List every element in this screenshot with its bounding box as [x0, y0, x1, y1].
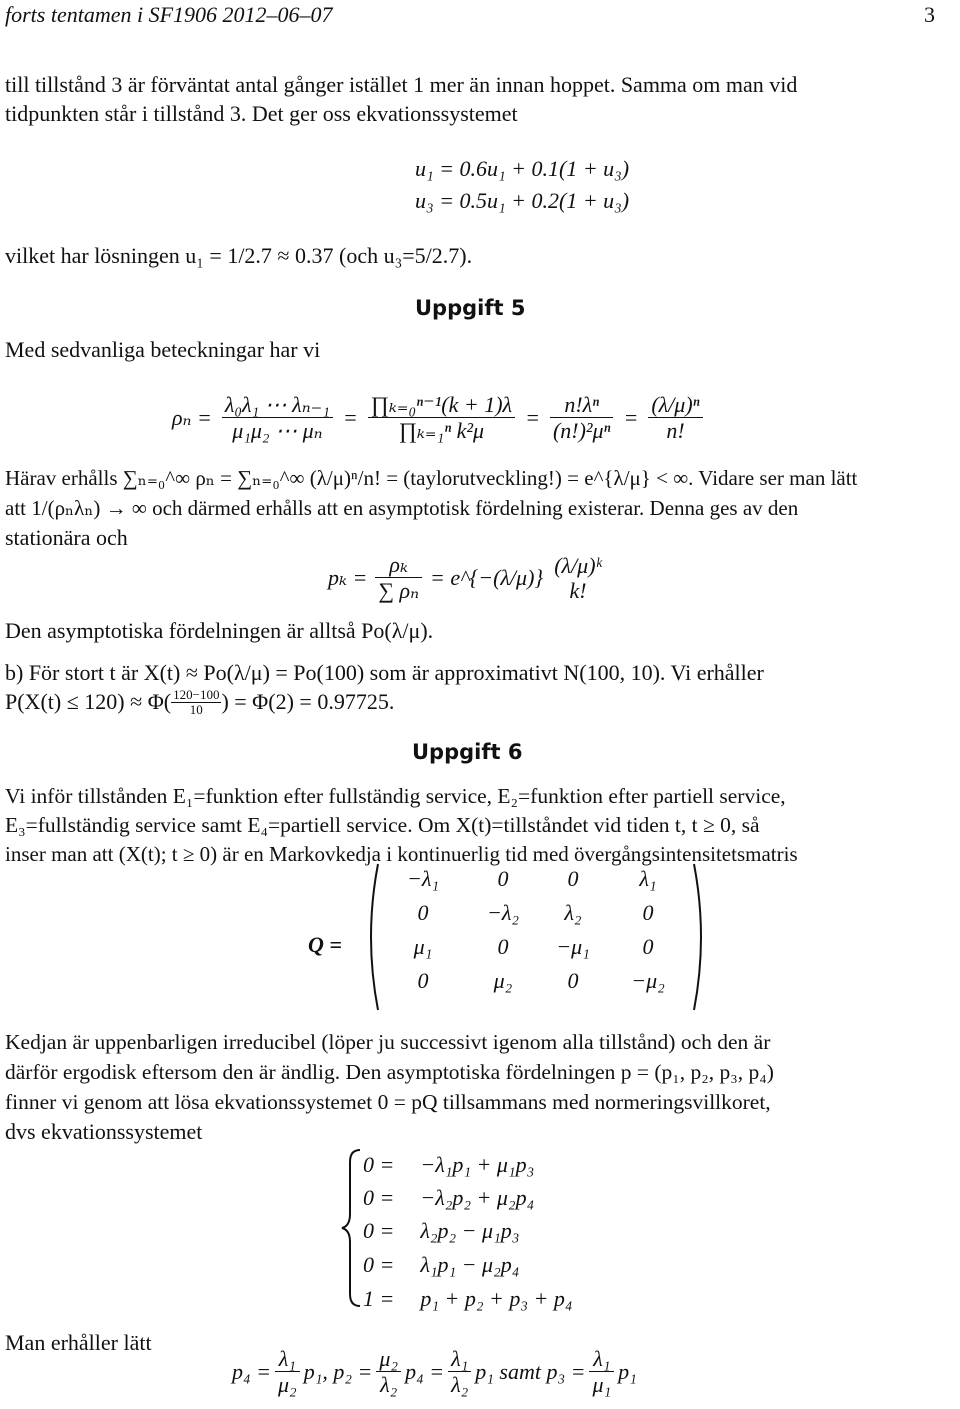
eq-rhs: λ₁p₁ − μ₂p₄ [420, 1252, 520, 1277]
eq-rhs: −λ₂p₂ + μ₂p₄ [420, 1185, 535, 1210]
text-run: p₁ samt p₃ = [475, 1359, 586, 1385]
section-heading: Uppgift 6 [412, 740, 523, 764]
numerator: (λ/μ)ⁿ [648, 392, 702, 418]
equation-row [363, 1152, 534, 1177]
paragraph-line: därför ergodisk eftersom den är ändlig. Den asymptotiska fördelningen p = (p₁, p₂, p₃, p₄) [5, 1060, 774, 1084]
left-brace-icon [340, 1148, 364, 1308]
denominator: μ₁μ₂ ⋯ μₙ [232, 418, 323, 444]
fraction [448, 1346, 471, 1398]
matrix-cell: μ₁ [413, 934, 433, 959]
matrix-cell: 0 [497, 866, 509, 891]
equals-sign: = [342, 405, 358, 431]
paragraph-line [5, 688, 394, 716]
text-run: P(X(t) ≤ 120) ≈ Φ( [5, 689, 172, 715]
matrix-cell: −λ₁ [406, 866, 440, 891]
rho-lhs: ρₙ = [172, 405, 212, 431]
numerator: λ₁ [275, 1346, 300, 1372]
eq-lhs: 0 = [363, 1185, 395, 1210]
paragraph-line: Härav erhålls ∑ₙ₌₀^∞ ρₙ = ∑ₙ₌₀^∞ (λ/μ)ⁿ/n! = (taylorutveckling!) = e^{λ/μ} < ∞. Vidare ser man lätt [5, 466, 858, 490]
paragraph-line: till tillstånd 3 är förväntat antal gånger istället 1 mer än innan hoppet. Samma om man vid [5, 72, 798, 97]
final-equation [232, 1346, 637, 1398]
pk-equation [328, 552, 605, 604]
fraction [551, 553, 605, 604]
paragraph-line: dvs ekvationssystemet [5, 1119, 203, 1144]
eq-rhs: p₁ + p₂ + p₃ + p₄ [420, 1286, 573, 1311]
paragraph-line: Vi inför tillstånden E₁=funktion efter fullständig service, E₂=funktion efter partiell service, [5, 784, 786, 808]
matrix-cell: 0 [417, 968, 429, 993]
running-header: forts tentamen i SF1906 2012–06–07 [5, 2, 333, 27]
text-run: ) = Φ(2) = 0.97725. [221, 689, 395, 715]
denominator: n! [666, 418, 685, 444]
solution-line: vilket har lösningen u₁ = 1/2.7 ≈ 0.37 (och u₃=5/2.7). [5, 243, 473, 268]
matrix-cell: 0 [642, 900, 654, 925]
equation-row: u₃ = 0.5u₁ + 0.2(1 + u₃) [415, 188, 630, 213]
equation-row: u₁ = 0.6u₁ + 0.1(1 + u₃) [415, 156, 630, 181]
denominator: λ₂ [451, 1372, 469, 1398]
matrix-cell: −μ₁ [556, 934, 590, 959]
paragraph-line: Man erhåller lätt [5, 1330, 152, 1355]
equals-sign: = [525, 405, 540, 431]
paragraph-line: E₃=fullständig service samt E₄=partiell service. Om X(t)=tillståndet vid tiden t, t ≥ 0, så [5, 813, 760, 837]
paragraph-line: tidpunkten står i tillstånd 3. Det ger oss ekvationssystemet [5, 101, 518, 126]
paragraph-line: inser man att (X(t); t ≥ 0) är en Markovkedja i kontinuerlig tid med övergångsintensitetsmatris [5, 842, 798, 866]
matrix-cell: 0 [417, 900, 429, 925]
denominator: μ₂ [278, 1372, 297, 1398]
matrix-cell: 0 [567, 866, 579, 891]
text-run: p₁ [618, 1359, 637, 1385]
page-number: 3 [924, 2, 935, 27]
matrix-cell: 0 [567, 968, 579, 993]
paragraph-line: Kedjan är uppenbarligen irreducibel (löper ju successivt igenom alla tillstånd) och den är [5, 1030, 771, 1054]
section-heading: Uppgift 5 [415, 296, 526, 320]
numerator: ∏ₖ₌₀ⁿ⁻¹(k + 1)λ [368, 392, 515, 418]
rho-equation [172, 392, 703, 444]
matrix-cell: 0 [642, 934, 654, 959]
text-run: p₄ = [232, 1359, 271, 1385]
denominator: (n!)²μⁿ [552, 418, 611, 444]
denominator: λ₂ [380, 1372, 398, 1398]
denominator: ∑ ρₙ [378, 578, 420, 604]
fraction [648, 392, 702, 444]
numerator: λ₁ [448, 1346, 471, 1372]
numerator: λ₀λ₁ ⋯ λₙ₋₁ [222, 392, 333, 418]
paragraph-line: finner vi genom att lösa ekvationssystemet 0 = pQ tillsammans med normeringsvillkoret, [5, 1090, 771, 1114]
eq-rhs: λ₂p₂ − μ₁p₃ [420, 1218, 520, 1243]
eq-lhs: 0 = [363, 1252, 395, 1277]
equation-row [363, 1286, 573, 1311]
paragraph-line: stationära och [5, 525, 128, 550]
numerator: λ₁ [589, 1346, 614, 1372]
paragraph-line: Med sedvanliga beteckningar har vi [5, 337, 321, 362]
fraction [375, 552, 422, 604]
matrix-cell: −λ₂ [486, 900, 520, 925]
right-paren-icon [690, 862, 710, 1012]
denominator: ∏ₖ₌₁ⁿ k²μ [398, 418, 485, 444]
numerator: ρₖ [375, 552, 422, 578]
numerator: (λ/μ)ᵏ [554, 552, 602, 578]
denominator: k! [569, 577, 587, 603]
text-run: p₁, p₂ = [303, 1359, 373, 1385]
pk-lhs: pₖ = [328, 565, 368, 591]
equation-row [363, 1218, 519, 1243]
paragraph-line: b) För stort t är X(t) ≈ Po(λ/μ) = Po(100) som är approximativt N(100, 10). Vi erhåller [5, 660, 764, 685]
eq-lhs: 0 = [363, 1218, 395, 1243]
matrix-cell: 0 [497, 934, 509, 959]
numerator: n!λⁿ [550, 392, 614, 418]
pk-rhs: = e^{−(λ/μ)} [430, 565, 544, 591]
matrix-label: Q = [308, 932, 342, 957]
eq-lhs: 1 = [363, 1286, 395, 1311]
matrix-cell: λ₂ [564, 900, 582, 925]
fraction [589, 1346, 614, 1398]
fraction [550, 392, 614, 444]
equals-sign: = [623, 405, 639, 431]
denominator: 10 [189, 701, 203, 717]
numerator: μ₂ [376, 1346, 401, 1372]
matrix-cell: λ₁ [639, 866, 657, 891]
fraction [368, 392, 515, 444]
fraction [171, 688, 221, 716]
paragraph-line: Den asymptotiska fördelningen är alltså Po(λ/μ). [5, 618, 434, 643]
fraction [376, 1346, 401, 1398]
eq-lhs: 0 = [363, 1152, 395, 1177]
numerator: 120−100 [173, 687, 220, 702]
paragraph-line: att 1/(ρₙλₙ) → ∞ och därmed erhålls att en asymptotisk fördelning existerar. Denna ges av den [5, 496, 799, 520]
fraction [275, 1346, 300, 1398]
eq-rhs: −λ₁p₁ + μ₁p₃ [420, 1152, 535, 1177]
denominator: μ₁ [592, 1372, 612, 1398]
equation-row [363, 1185, 534, 1210]
fraction [222, 392, 333, 444]
matrix-cell: μ₂ [493, 968, 513, 993]
transition-matrix [378, 866, 688, 994]
text-run: p₄ = [405, 1359, 445, 1385]
equation-row [363, 1252, 519, 1277]
matrix-cell: −μ₂ [631, 968, 665, 993]
